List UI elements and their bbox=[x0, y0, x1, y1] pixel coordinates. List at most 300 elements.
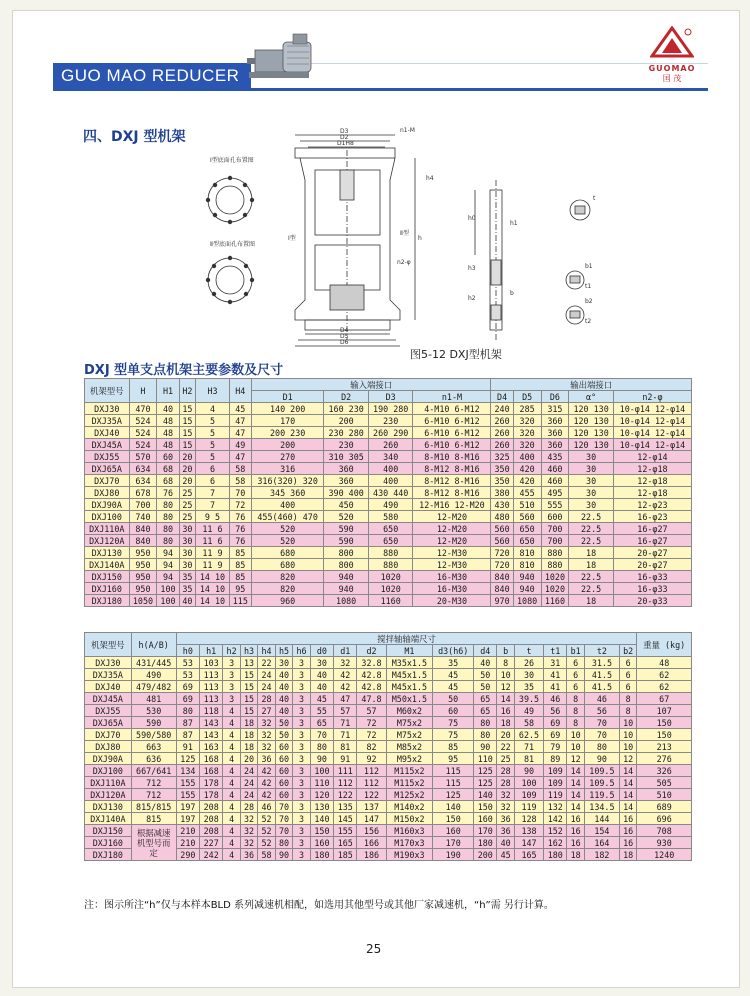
t2-cell: 41.5 bbox=[584, 681, 619, 693]
t2-cell: 91 bbox=[334, 753, 357, 765]
t1-cell: 480 bbox=[491, 511, 513, 523]
t2-header: h1 bbox=[200, 645, 223, 657]
t2-header: t1 bbox=[544, 645, 567, 657]
t2-header: M1 bbox=[386, 645, 433, 657]
t2-cell: 71 bbox=[334, 729, 357, 741]
t1-cell: 1020 bbox=[541, 571, 569, 583]
t2-cell: DXJ80 bbox=[85, 741, 132, 753]
t1-cell: DXJ180 bbox=[85, 595, 130, 607]
t2-header: d3(h6) bbox=[433, 645, 474, 657]
t2-cell: 3 bbox=[293, 789, 310, 801]
t1-cell: 94 bbox=[157, 571, 179, 583]
t2-cell: 128 bbox=[514, 813, 543, 825]
t2-cell: 32.8 bbox=[357, 657, 386, 669]
t2-cell: 30 bbox=[310, 657, 333, 669]
t2-cell: 14 bbox=[497, 693, 514, 705]
t2-cell: 8 bbox=[619, 693, 636, 705]
t1-cell: 820 bbox=[251, 583, 323, 595]
t2-cell: 178 bbox=[200, 777, 223, 789]
t2-cell: 36 bbox=[497, 813, 514, 825]
frame-parameters-table bbox=[84, 378, 692, 607]
table-row bbox=[85, 535, 692, 547]
t1-cell: 6-M10 6-M12 bbox=[413, 427, 491, 439]
t2-cell: 170 bbox=[433, 837, 474, 849]
t2-cell: 242 bbox=[200, 849, 223, 861]
t1-cell: 320 bbox=[513, 415, 541, 427]
t2-cell: 125 bbox=[474, 777, 497, 789]
t1-cell: 100 bbox=[157, 583, 179, 595]
label-d5: D5 bbox=[340, 333, 349, 340]
figure-caption: 图5-12 DXJ型机架 bbox=[410, 348, 502, 361]
t2-cell: 92 bbox=[357, 753, 386, 765]
t1-cell: 190 280 bbox=[368, 403, 413, 415]
t2-cell: 13 bbox=[240, 657, 257, 669]
t2-cell: 100 bbox=[514, 777, 543, 789]
t1-cell: 1050 bbox=[129, 595, 157, 607]
t2-cell: 65 bbox=[310, 717, 333, 729]
t2-cell: DXJ100 bbox=[85, 765, 132, 777]
t1-cell: 12-φ14 bbox=[613, 451, 691, 463]
t2-cell: 140 bbox=[474, 789, 497, 801]
t2-cell: 178 bbox=[200, 789, 223, 801]
label-type2: Ⅱ型 bbox=[400, 230, 409, 237]
label-d3: D3 bbox=[340, 128, 349, 135]
t2-cell: 180 bbox=[474, 837, 497, 849]
t2-cell: 689 bbox=[637, 801, 692, 813]
t1-cell: 555 bbox=[541, 499, 569, 511]
t2-cell: 276 bbox=[637, 753, 692, 765]
t1-cell: 76 bbox=[229, 535, 251, 547]
t2-cell: 30 bbox=[275, 657, 292, 669]
t2-cell: 14 bbox=[567, 789, 584, 801]
t2-cell: 3 bbox=[293, 801, 310, 813]
t2-cell: 165 bbox=[334, 837, 357, 849]
t2-cell: 815 bbox=[131, 813, 176, 825]
t1-header: 机架型号 bbox=[85, 379, 130, 403]
label-n1m: n1-M bbox=[400, 127, 415, 134]
t2-cell: 30 bbox=[514, 669, 543, 681]
t1-cell: 260 290 bbox=[368, 427, 413, 439]
t1-cell: 40 bbox=[179, 595, 196, 607]
table-row bbox=[85, 801, 692, 813]
t2-cell: 4 bbox=[223, 741, 240, 753]
t2-cell: 166 bbox=[357, 837, 386, 849]
t2-cell: 4 bbox=[223, 825, 240, 837]
t1-cell: 430 440 bbox=[368, 487, 413, 499]
t2-cell: 52 bbox=[258, 825, 275, 837]
table-row bbox=[85, 789, 692, 801]
t2-cell: DXJ140A bbox=[85, 813, 132, 825]
t1-cell: 560 bbox=[513, 511, 541, 523]
t2-cell: 4 bbox=[223, 705, 240, 717]
t2-cell: M125x2 bbox=[386, 789, 433, 801]
t1-cell: 460 bbox=[541, 463, 569, 475]
t2-cell: 79 bbox=[544, 741, 567, 753]
t2-cell: 3 bbox=[293, 813, 310, 825]
t2-cell: 32 bbox=[258, 741, 275, 753]
t2-cell: 8 bbox=[619, 705, 636, 717]
t2-cell: 12 bbox=[567, 753, 584, 765]
t2-cell: 3 bbox=[293, 741, 310, 753]
t2-cell: 112 bbox=[357, 765, 386, 777]
t2-cell: 155 bbox=[176, 777, 199, 789]
t1-cell: 400 bbox=[251, 499, 323, 511]
t2-cell: 14 bbox=[619, 777, 636, 789]
label-b: b bbox=[510, 290, 514, 297]
t1-cell: 22.5 bbox=[569, 571, 614, 583]
t2-cell: 18 bbox=[619, 849, 636, 861]
table-row bbox=[85, 487, 692, 499]
label-t1: t1 bbox=[585, 283, 592, 290]
t2-cell: 35 bbox=[433, 657, 474, 669]
t1-cell: 316(320) 320 bbox=[251, 475, 323, 487]
t1-cell: 420 bbox=[513, 475, 541, 487]
t2-cell: 80 bbox=[474, 717, 497, 729]
t2-cell: 70 bbox=[310, 729, 333, 741]
t1-cell: 634 bbox=[129, 475, 157, 487]
t2-cell: 144 bbox=[584, 813, 619, 825]
t1-cell: 25 bbox=[179, 511, 196, 523]
t2-cell: 56 bbox=[544, 705, 567, 717]
t2-cell: 82 bbox=[357, 741, 386, 753]
t1-cell: 5 bbox=[196, 439, 229, 451]
t2-cell: 67 bbox=[637, 693, 692, 705]
t2-cell: 3 bbox=[223, 693, 240, 705]
t1-cell: 810 bbox=[513, 559, 541, 571]
t2-cell: 125 bbox=[474, 765, 497, 777]
t1-cell: 35 bbox=[179, 583, 196, 595]
t2-header: b1 bbox=[567, 645, 584, 657]
t1-cell: 10-φ14 12-φ14 bbox=[613, 439, 691, 451]
t2-cell: 505 bbox=[637, 777, 692, 789]
t1-cell: 320 bbox=[513, 427, 541, 439]
t1-cell: 1080 bbox=[513, 595, 541, 607]
t1-cell: 11 6 bbox=[196, 535, 229, 547]
t2-cell: M95x2 bbox=[386, 753, 433, 765]
t2-header: h4 bbox=[258, 645, 275, 657]
t2-cell: 53 bbox=[176, 669, 199, 681]
t2-cell: 150 bbox=[474, 801, 497, 813]
t2-cell: 70 bbox=[275, 801, 292, 813]
t1-header: α° bbox=[569, 391, 614, 403]
t2-cell: M45x1.5 bbox=[386, 681, 433, 693]
t2-cell: 42.8 bbox=[357, 681, 386, 693]
t1-cell: 450 bbox=[324, 499, 369, 511]
t1-cell: 360 bbox=[324, 463, 369, 475]
t1-cell: 950 bbox=[129, 583, 157, 595]
t2-cell: 3 bbox=[223, 657, 240, 669]
t1-cell: 18 bbox=[569, 595, 614, 607]
label-type1: Ⅰ型 bbox=[288, 235, 296, 242]
t1-cell: 320 bbox=[513, 439, 541, 451]
t1-cell: 58 bbox=[229, 475, 251, 487]
t1-cell: 48 bbox=[157, 439, 179, 451]
t1-cell: DXJ130 bbox=[85, 547, 130, 559]
t2-cell: 712 bbox=[131, 777, 176, 789]
t2-cell: 32 bbox=[258, 729, 275, 741]
t2-cell: 46 bbox=[584, 693, 619, 705]
logo-mark-icon bbox=[650, 26, 694, 60]
t2-cell: 111 bbox=[334, 765, 357, 777]
t2-cell: M75x2 bbox=[386, 717, 433, 729]
t2-cell: M45x1.5 bbox=[386, 669, 433, 681]
t1-cell: 120 130 bbox=[569, 415, 614, 427]
t1-group-input: 输入端接口 bbox=[251, 379, 491, 391]
t2-cell: 125 bbox=[433, 789, 474, 801]
t2-cell: 45 bbox=[310, 693, 333, 705]
t2-cell: 90 bbox=[584, 753, 619, 765]
t2-cell: 55 bbox=[310, 705, 333, 717]
t1-cell: 25 bbox=[179, 487, 196, 499]
t1-cell: 1020 bbox=[368, 571, 413, 583]
t1-cell: 285 bbox=[513, 403, 541, 415]
table-row bbox=[85, 753, 692, 765]
t1-cell: 524 bbox=[129, 415, 157, 427]
t1-cell: 420 bbox=[513, 463, 541, 475]
label-b2: b2 bbox=[585, 298, 593, 305]
t1-cell: 6 bbox=[196, 463, 229, 475]
table-row bbox=[85, 669, 692, 681]
t2-cell: 52 bbox=[258, 813, 275, 825]
t2-cell: 69 bbox=[544, 729, 567, 741]
t2-cell: 143 bbox=[200, 729, 223, 741]
t2-header-weight: 重量 (kg) bbox=[637, 633, 692, 657]
t2-cell: DXJ150 bbox=[85, 825, 132, 837]
t2-cell: 80 bbox=[310, 741, 333, 753]
t1-header: D6 bbox=[541, 391, 569, 403]
t1-cell: 840 bbox=[491, 571, 513, 583]
t1-cell: 560 bbox=[491, 523, 513, 535]
t1-cell: DXJ65A bbox=[85, 463, 130, 475]
t1-cell: 560 bbox=[491, 535, 513, 547]
t2-cell: 50 bbox=[275, 729, 292, 741]
t2-cell: 3 bbox=[293, 717, 310, 729]
t1-cell: 30 bbox=[569, 451, 614, 463]
table-row bbox=[85, 693, 692, 705]
t1-cell: 678 bbox=[129, 487, 157, 499]
t2-cell: DXJ30 bbox=[85, 657, 132, 669]
t2-cell: 164 bbox=[584, 837, 619, 849]
t2-cell: 10 bbox=[497, 669, 514, 681]
t1-cell: 940 bbox=[513, 583, 541, 595]
t2-cell: 80 bbox=[474, 729, 497, 741]
t2-cell: 31 bbox=[544, 657, 567, 669]
t2-cell: 16 bbox=[619, 825, 636, 837]
t1-cell: 20-φ27 bbox=[613, 559, 691, 571]
t2-cell: 156 bbox=[357, 825, 386, 837]
t2-cell: 109 bbox=[544, 765, 567, 777]
t2-header: d4 bbox=[474, 645, 497, 657]
t1-cell: DXJ120A bbox=[85, 535, 130, 547]
t1-cell: 120 130 bbox=[569, 403, 614, 415]
t1-header: n1-M bbox=[413, 391, 491, 403]
t1-header: H1 bbox=[157, 379, 179, 403]
t1-cell: 18 bbox=[569, 559, 614, 571]
t1-cell: 80 bbox=[157, 499, 179, 511]
t2-cell: 4 bbox=[223, 729, 240, 741]
t2-cell: 18 bbox=[240, 717, 257, 729]
t1-cell: 8-M12 8-M16 bbox=[413, 463, 491, 475]
t1-cell: 49 bbox=[229, 439, 251, 451]
t2-cell: 20 bbox=[240, 753, 257, 765]
t2-cell: 69 bbox=[544, 717, 567, 729]
t1-cell: 10-φ14 12-φ14 bbox=[613, 403, 691, 415]
t1-header: H2 bbox=[179, 379, 196, 403]
t1-cell: 700 bbox=[541, 535, 569, 547]
t2-cell: DXJ45A bbox=[85, 693, 132, 705]
table-row bbox=[85, 595, 692, 607]
t2-cell: 120 bbox=[310, 789, 333, 801]
t1-cell: DXJ35A bbox=[85, 415, 130, 427]
label-n2phi: n2-φ bbox=[397, 259, 411, 266]
t2-cell: 18 bbox=[567, 849, 584, 861]
t1-header: D3 bbox=[368, 391, 413, 403]
t1-cell: 30 bbox=[569, 499, 614, 511]
t1-cell: 6-M10 6-M12 bbox=[413, 439, 491, 451]
logo-text: GUOMAO bbox=[648, 64, 696, 73]
t2-cell: M190x3 bbox=[386, 849, 433, 861]
t2-cell: 70 bbox=[275, 825, 292, 837]
t1-cell: 810 bbox=[513, 547, 541, 559]
t1-cell: 590 bbox=[324, 523, 369, 535]
t1-cell: 16-φ27 bbox=[613, 535, 691, 547]
t1-cell: DXJ100 bbox=[85, 511, 130, 523]
t2-cell: 636 bbox=[131, 753, 176, 765]
t1-cell: DXJ70 bbox=[85, 475, 130, 487]
t2-cell: 49 bbox=[514, 705, 543, 717]
t2-cell: 22 bbox=[497, 741, 514, 753]
table-row bbox=[85, 849, 692, 861]
t1-cell: 880 bbox=[541, 547, 569, 559]
t1-cell: 800 bbox=[324, 559, 369, 571]
t2-cell: DXJ70 bbox=[85, 729, 132, 741]
t2-cell: 40 bbox=[275, 681, 292, 693]
t1-cell: 14 10 bbox=[196, 595, 229, 607]
t2-cell: 71 bbox=[514, 741, 543, 753]
t1-cell: 700 bbox=[541, 523, 569, 535]
t2-cell: 3 bbox=[293, 705, 310, 717]
t2-cell: 109.5 bbox=[584, 777, 619, 789]
t1-cell: 12-M30 bbox=[413, 559, 491, 571]
label-h3: h3 bbox=[468, 265, 476, 272]
t2-cell: 32 bbox=[240, 837, 257, 849]
t2-cell: DXJ160 bbox=[85, 837, 132, 849]
t1-cell: 720 bbox=[491, 559, 513, 571]
t1-cell: 68 bbox=[157, 475, 179, 487]
t1-cell: 490 bbox=[368, 499, 413, 511]
t1-cell: 5 bbox=[196, 451, 229, 463]
t2-cell: 162 bbox=[544, 837, 567, 849]
t1-cell: 520 bbox=[251, 535, 323, 547]
t1-cell: 200 bbox=[324, 415, 369, 427]
t1-cell: 340 bbox=[368, 451, 413, 463]
t2-cell: 85 bbox=[433, 741, 474, 753]
t2-cell: 75 bbox=[433, 717, 474, 729]
t2-cell: 113 bbox=[200, 669, 223, 681]
t2-cell: 197 bbox=[176, 813, 199, 825]
t1-cell: 30 bbox=[179, 559, 196, 571]
t1-cell: 360 bbox=[541, 427, 569, 439]
t2-cell: 81 bbox=[334, 741, 357, 753]
t1-cell: 80 bbox=[157, 511, 179, 523]
t1-cell: 95 bbox=[229, 583, 251, 595]
t1-cell: 7 bbox=[196, 499, 229, 511]
t2-cell: 530 bbox=[131, 705, 176, 717]
t1-cell: 20-φ33 bbox=[613, 595, 691, 607]
t2-cell: 140 bbox=[310, 813, 333, 825]
t2-cell: 8 bbox=[497, 657, 514, 669]
t2-cell: 113 bbox=[200, 681, 223, 693]
t2-cell: 3 bbox=[293, 777, 310, 789]
t2-header: d2 bbox=[357, 645, 386, 657]
label-h0: h0 bbox=[468, 215, 476, 222]
t2-cell: 42 bbox=[334, 669, 357, 681]
label-d4: D4 bbox=[340, 327, 349, 334]
t1-header: H bbox=[129, 379, 157, 403]
t2-cell: 122 bbox=[334, 789, 357, 801]
t1-cell: 720 bbox=[491, 547, 513, 559]
t1-cell: 6 bbox=[196, 475, 229, 487]
t2-cell: DXJ40 bbox=[85, 681, 132, 693]
t2-cell: 32 bbox=[240, 813, 257, 825]
t1-cell: DXJ80 bbox=[85, 487, 130, 499]
t2-cell: 4 bbox=[223, 765, 240, 777]
t2-cell: 1240 bbox=[637, 849, 692, 861]
label-bottom-hole-2: Ⅱ型底面孔布置图 bbox=[210, 241, 255, 248]
t2-cell: 147 bbox=[514, 837, 543, 849]
t1-cell: 12-M30 bbox=[413, 547, 491, 559]
t1-cell: 310 305 bbox=[324, 451, 369, 463]
t2-cell: M115x2 bbox=[386, 765, 433, 777]
t2-cell: 87 bbox=[176, 717, 199, 729]
t1-cell: 20-M30 bbox=[413, 595, 491, 607]
t2-cell: 10 bbox=[567, 741, 584, 753]
t2-cell: 696 bbox=[637, 813, 692, 825]
t2-cell: 137 bbox=[357, 801, 386, 813]
t2-cell: 58 bbox=[514, 717, 543, 729]
table-row bbox=[85, 451, 692, 463]
t2-cell: 712 bbox=[131, 789, 176, 801]
t2-cell: 815/815 bbox=[131, 801, 176, 813]
t1-cell: 11 9 bbox=[196, 559, 229, 571]
t1-cell: 1160 bbox=[541, 595, 569, 607]
guomao-logo bbox=[638, 26, 706, 84]
t2-cell: 8 bbox=[567, 717, 584, 729]
table-row bbox=[85, 547, 692, 559]
t2-cell: 80 bbox=[275, 837, 292, 849]
t1-cell: 15 bbox=[179, 415, 196, 427]
table-row bbox=[85, 415, 692, 427]
table-row bbox=[85, 559, 692, 571]
table-row bbox=[85, 427, 692, 439]
t2-cell: 57 bbox=[334, 705, 357, 717]
t2-cell: DXJ180 bbox=[85, 849, 132, 861]
t2-cell: 186 bbox=[357, 849, 386, 861]
t1-cell: 40 bbox=[157, 403, 179, 415]
t2-cell: 20 bbox=[497, 729, 514, 741]
t2-cell: 16 bbox=[619, 813, 636, 825]
t2-cell: 90 bbox=[310, 753, 333, 765]
t2-cell: 71 bbox=[334, 717, 357, 729]
t2-cell: 26 bbox=[514, 657, 543, 669]
t1-cell: 520 bbox=[324, 511, 369, 523]
t2-cell: 45 bbox=[433, 669, 474, 681]
t2-cell: 142 bbox=[544, 813, 567, 825]
t2-cell: 6 bbox=[567, 681, 584, 693]
t2-cell: 3 bbox=[293, 681, 310, 693]
t2-cell: 160 bbox=[310, 837, 333, 849]
t2-cell: 3 bbox=[293, 657, 310, 669]
